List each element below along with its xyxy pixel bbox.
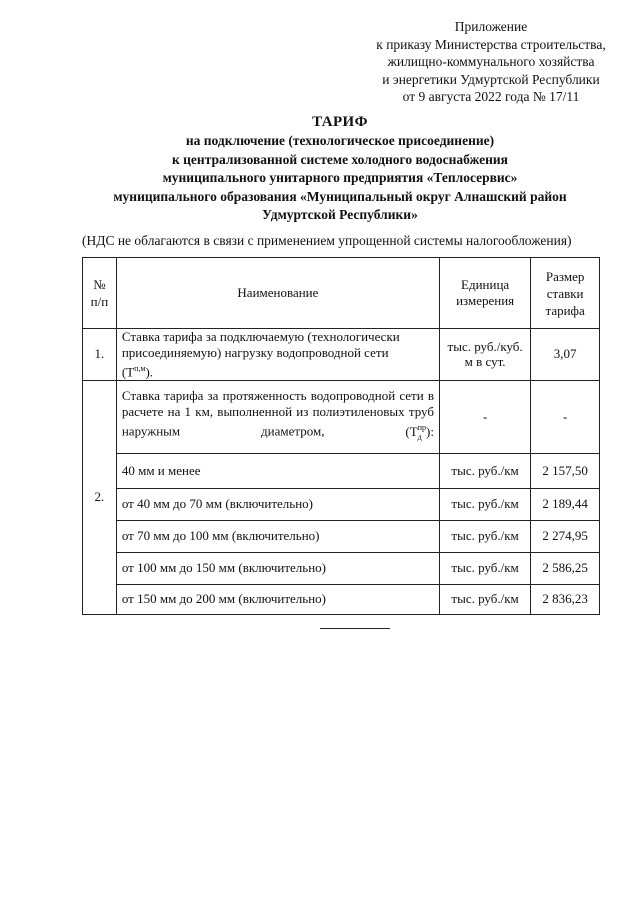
tariff-symbol bbox=[122, 361, 434, 380]
row-unit: тыс. руб./км bbox=[439, 453, 530, 488]
header-name: Наименование bbox=[116, 258, 439, 329]
appendix-line: Приложение bbox=[454, 19, 528, 34]
symbol-base: (Т bbox=[121, 363, 135, 379]
row-name: от 70 мм до 100 мм (включительно) bbox=[116, 520, 439, 552]
row-name: от 100 мм до 150 мм (включительно) bbox=[116, 552, 439, 584]
row-unit: тыс. руб./км bbox=[439, 584, 530, 614]
row-name-line: Ставка тарифа за подключаемую (технологически bbox=[121, 329, 400, 344]
tariff-table bbox=[82, 257, 600, 615]
row-rate: 2 274,95 bbox=[531, 520, 600, 552]
closing-rule bbox=[320, 628, 390, 629]
table-row bbox=[83, 488, 600, 520]
row-name bbox=[116, 329, 439, 381]
header-rate: Размер ставки тарифа bbox=[531, 258, 600, 329]
subtitle-line: муниципального образования «Муниципальный округ Алнашский район bbox=[113, 188, 567, 204]
row-num: 1. bbox=[83, 329, 117, 381]
appendix-line: к приказу Министерства строительства, bbox=[376, 36, 606, 52]
appendix-block bbox=[350, 18, 632, 106]
table-row bbox=[83, 329, 600, 381]
appendix-line: от 9 августа 2022 года № 17/11 bbox=[402, 89, 580, 105]
row-name: от 40 мм до 70 мм (включительно) bbox=[116, 488, 439, 520]
row-name-text: Ставка тарифа за протяженность водопроводной сети в расчете на 1 км, выполненной из полиэтиленовых труб наружным диаметром, bbox=[121, 388, 434, 439]
header-num: № п/п bbox=[83, 258, 117, 329]
row-name: от 150 мм до 200 мм (включительно) bbox=[116, 584, 439, 614]
appendix-line: жилищно-коммунального хозяйства bbox=[387, 54, 595, 70]
table-row bbox=[83, 584, 600, 614]
tariff-symbol bbox=[405, 423, 434, 442]
header-unit: Единица измерения bbox=[439, 258, 530, 329]
symbol-base: (Т bbox=[405, 423, 418, 439]
symbol-end: ): bbox=[426, 423, 434, 439]
row-rate: - bbox=[531, 380, 600, 453]
table-row bbox=[83, 380, 600, 453]
row-num: 2. bbox=[83, 380, 117, 614]
symbol-subscript: д bbox=[417, 432, 422, 442]
table-header-row bbox=[83, 258, 600, 329]
document-title: ТАРИФ bbox=[312, 114, 368, 130]
row-unit: тыс. руб./км bbox=[439, 552, 530, 584]
table-row bbox=[83, 552, 600, 584]
subtitle-line: на подключение (технологическое присоединение) bbox=[185, 133, 495, 148]
table-row bbox=[83, 453, 600, 488]
symbol-end: ). bbox=[145, 363, 154, 379]
row-unit: тыс. руб./км bbox=[439, 488, 530, 520]
subtitle-line: Удмуртской Республики» bbox=[262, 207, 418, 223]
appendix-line: и энергетики Удмуртской Республики bbox=[382, 71, 600, 87]
row-rate: 2 586,25 bbox=[531, 552, 600, 584]
row-unit: тыс. руб./куб. м в сут. bbox=[439, 329, 530, 381]
row-rate: 2 836,23 bbox=[531, 584, 600, 614]
row-name-line: присоединяемую) нагрузку водопроводной сети bbox=[121, 344, 389, 360]
row-unit: тыс. руб./км bbox=[439, 520, 530, 552]
row-rate: 3,07 bbox=[531, 329, 600, 381]
row-name bbox=[116, 380, 439, 453]
row-unit: - bbox=[439, 380, 530, 453]
symbol-superscript: пр bbox=[417, 423, 427, 433]
row-rate: 2 189,44 bbox=[531, 488, 600, 520]
vat-note: (НДС не облагаются в связи с применением упрощенной системы налогообложения) bbox=[82, 233, 572, 248]
row-rate: 2 157,50 bbox=[531, 453, 600, 488]
title-block bbox=[20, 112, 640, 225]
subtitle-line: муниципального унитарного предприятия «Теплосервис» bbox=[162, 170, 518, 186]
row-name: 40 мм и менее bbox=[116, 453, 439, 488]
table-row bbox=[83, 520, 600, 552]
symbol-superscript: п,м bbox=[134, 363, 146, 373]
subtitle-line: к централизованной системе холодного водоснабжения bbox=[172, 151, 508, 167]
